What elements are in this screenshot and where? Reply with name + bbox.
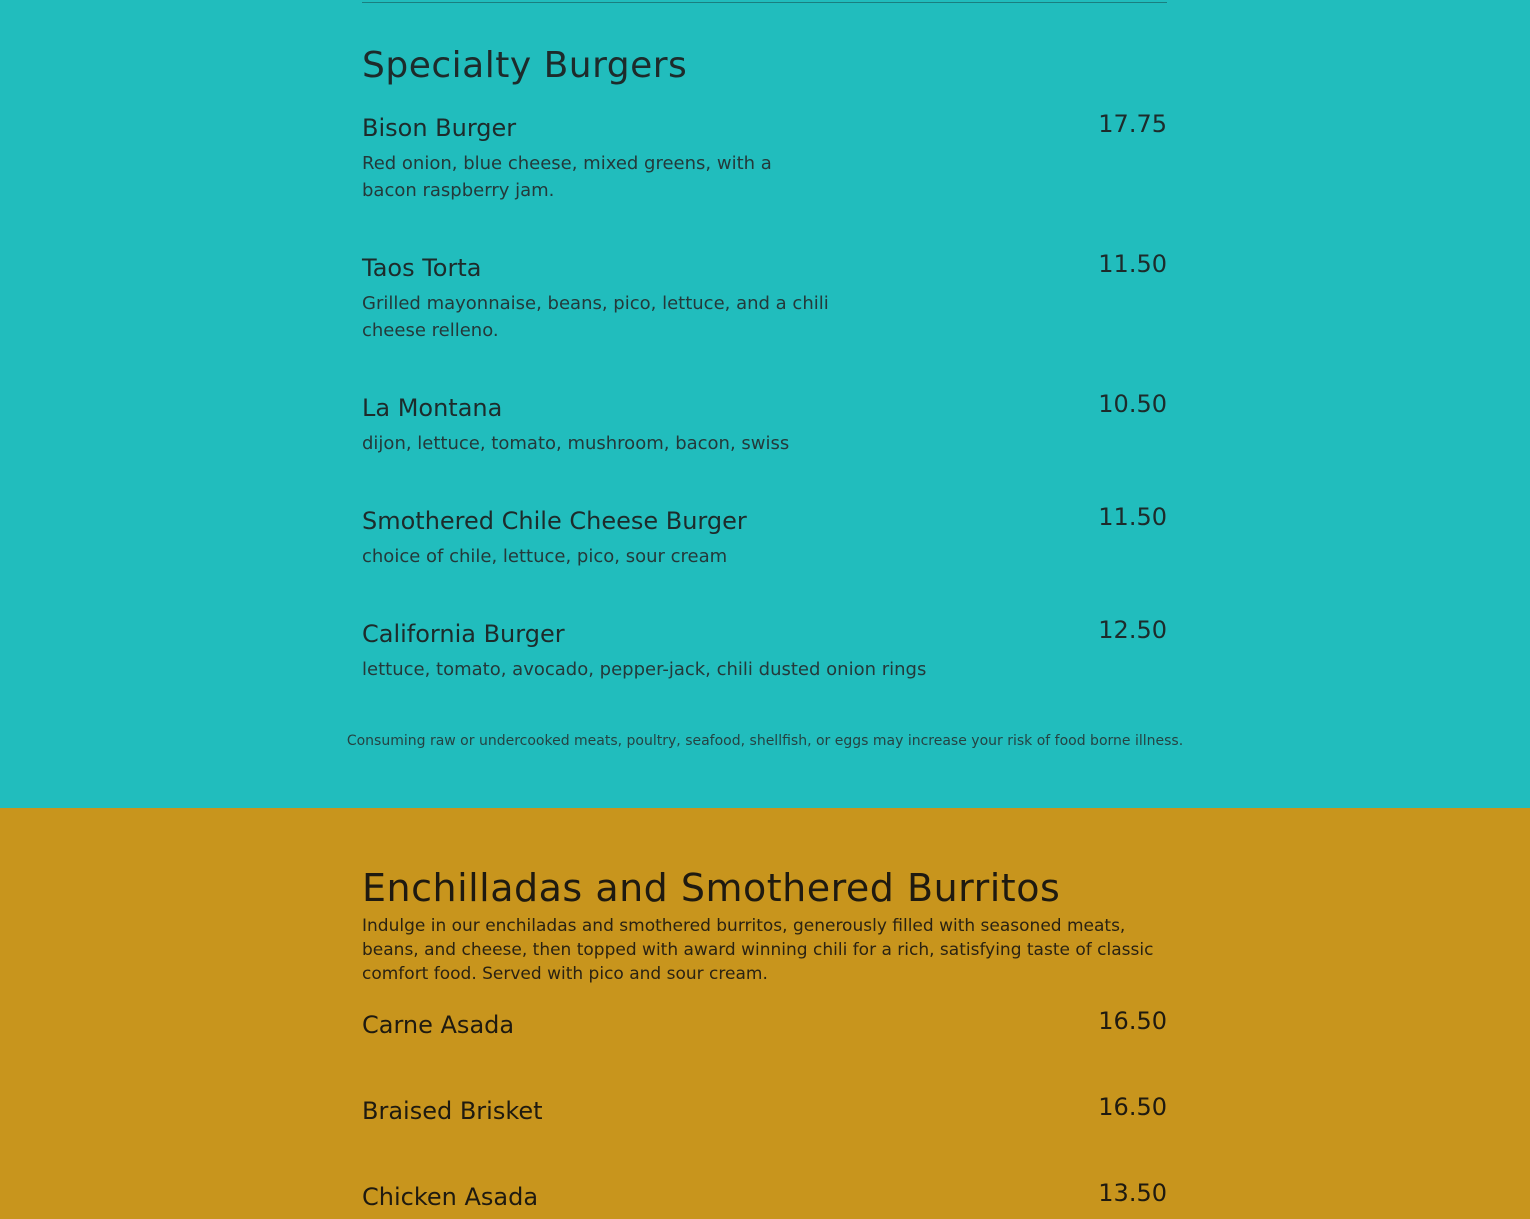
section-title: Enchilladas and Smothered Burritos (362, 866, 1061, 910)
menu-item-price: 16.50 (1098, 1093, 1167, 1121)
menu-item-name: Chicken Asada (362, 1183, 539, 1211)
menu-item-name: Taos Torta (362, 254, 482, 282)
menu-item-price: 12.50 (1098, 616, 1167, 644)
menu-item-description: lettuce, tomato, avocado, pepper-jack, chili dusted onion rings (362, 659, 927, 680)
menu-item-name: Smothered Chile Cheese Burger (362, 507, 747, 535)
food-safety-disclaimer: Consuming raw or undercooked meats, poultry, seafood, shellfish, or eggs may increase your risk of food borne illness. (346, 733, 1184, 749)
menu-item-description: choice of chile, lettuce, pico, sour cream (362, 546, 728, 567)
menu-item-name: La Montana (362, 394, 503, 422)
menu-item-price: 17.75 (1098, 110, 1167, 138)
menu-item-description: Red onion, blue cheese, mixed greens, with a bacon raspberry jam. (362, 153, 772, 201)
section-intro: Indulge in our enchiladas and smothered burritos, generously filled with seasoned meats, beans, and cheese, then topped with award winning chili for a rich, satisfying taste of classic comfort food. Served with pico and sour cream. (362, 916, 1154, 984)
menu-item-name: Braised Brisket (362, 1097, 543, 1125)
section-divider (362, 2, 1167, 3)
menu-item-price: 11.50 (1098, 250, 1167, 278)
menu-item-name: Carne Asada (362, 1011, 515, 1039)
menu-item-name: Bison Burger (362, 114, 517, 142)
menu-item-price: 16.50 (1098, 1007, 1167, 1035)
menu-item-name: California Burger (362, 620, 565, 648)
enchiladas-section (0, 808, 1530, 1219)
menu-item-price: 11.50 (1098, 503, 1167, 531)
menu-item-price: 13.50 (1098, 1179, 1167, 1207)
menu-item-description: dijon, lettuce, tomato, mushroom, bacon, swiss (362, 433, 790, 454)
menu-item-description: Grilled mayonnaise, beans, pico, lettuce, and a chili cheese relleno. (362, 293, 829, 341)
section-title: Specialty Burgers (362, 45, 688, 86)
menu-item-price: 10.50 (1098, 390, 1167, 418)
